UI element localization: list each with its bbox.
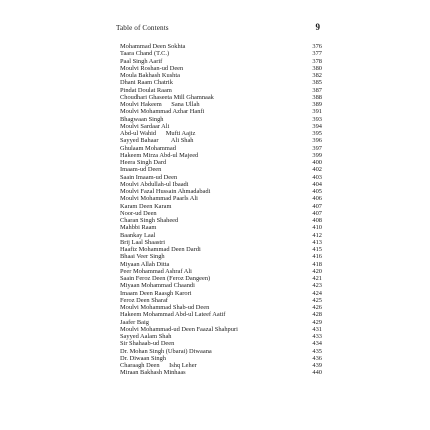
toc-entry	[120, 304, 322, 311]
toc-entry	[120, 224, 322, 231]
toc-entry	[120, 130, 322, 137]
toc-entry-page: 410	[312, 224, 322, 232]
toc-entry	[120, 275, 322, 282]
toc-entry-page: 380	[312, 64, 322, 72]
toc-entry-page: 435	[312, 347, 322, 355]
toc-entry	[120, 340, 322, 347]
table-of-contents-list	[120, 43, 322, 377]
toc-entry-name: Brij Laal Shaastri	[120, 238, 166, 246]
toc-entry-page: 396	[312, 137, 322, 145]
toc-entry-page: 394	[312, 122, 322, 130]
toc-entry-name: Moulvi Sardaar Ali	[120, 122, 170, 130]
toc-entry	[120, 282, 322, 289]
toc-entry-name: Hakeem Mohammad Abd-ul Lateef Aatif	[120, 311, 226, 319]
toc-entry	[120, 159, 322, 166]
toc-entry-page: 395	[312, 130, 322, 137]
toc-entry-name: Moulvi Mohammad Shab-ud Deen	[120, 304, 210, 311]
toc-entry-page: 400	[312, 159, 322, 166]
toc-entry-page: 434	[312, 340, 322, 348]
toc-entry	[120, 116, 322, 123]
toc-entry	[120, 261, 322, 268]
toc-entry-name: Charan Singh Shaheed	[120, 217, 179, 224]
toc-entry	[120, 333, 322, 340]
toc-entry	[120, 290, 322, 297]
toc-entry-page: 378	[312, 57, 322, 65]
toc-entry-name: Peer Mohammad Ashraf Ali	[120, 267, 192, 275]
toc-entry	[120, 369, 322, 376]
toc-entry-page: 399	[312, 151, 322, 159]
toc-entry-name: Miyaan Mohammad Chaandi	[120, 282, 195, 290]
toc-entry-name: Imaam Deen Raasgh Karori	[120, 289, 192, 297]
toc-entry-name: Moulvi Abdullah-ul Ibaadi	[120, 180, 189, 188]
toc-entry-name: Jaafer Baig	[120, 318, 149, 326]
toc-entry-page: 382	[312, 72, 322, 79]
toc-entry-page: 407	[312, 209, 322, 217]
toc-entry-name: Bhagwaan Singh	[120, 115, 164, 123]
toc-entry-page: 408	[312, 217, 322, 224]
toc-entry-page: 402	[312, 166, 322, 174]
toc-entry-name: Ghulaam Mohammad	[120, 144, 176, 152]
toc-entry-name: Noor-ud Deen	[120, 209, 157, 217]
toc-entry-name: Sayyed Aalam Shah	[120, 333, 172, 340]
page-header	[116, 24, 320, 38]
toc-entry-page: 407	[312, 202, 322, 210]
toc-entry-name: Haafiz Mohammad Deen Dardi	[120, 246, 201, 253]
toc-entry	[120, 253, 322, 260]
toc-entry	[120, 217, 322, 224]
toc-entry-name: Taara Chand (T.C.)	[120, 50, 170, 58]
toc-entry-name: Mohammad Deen Sokhta	[120, 43, 186, 50]
toc-entry-page: 420	[312, 267, 322, 275]
toc-entry-page: 423	[312, 282, 322, 290]
toc-entry	[120, 50, 322, 57]
toc-entry-page: 389	[312, 101, 322, 108]
toc-entry-name: Sayyed Bahaar Ali Shah	[120, 137, 194, 145]
toc-entry-name: Saain Imaam-ud Deen	[120, 173, 178, 181]
toc-entry	[120, 232, 322, 239]
toc-entry-name: Saain Feroz Deen (Feroz Dangeen)	[120, 275, 211, 282]
toc-entry-name: Baankay Laal	[120, 231, 156, 239]
toc-entry	[120, 152, 322, 159]
toc-entry	[120, 195, 322, 202]
toc-entry-page: 418	[312, 260, 322, 268]
toc-entry-page: 439	[312, 362, 322, 369]
toc-entry-page: 377	[312, 50, 322, 58]
toc-entry	[120, 174, 322, 181]
toc-entry	[120, 137, 322, 144]
toc-entry	[120, 348, 322, 355]
toc-entry	[120, 268, 322, 275]
toc-entry-name: Moulvi Fazal Hussain Ahmadabadi	[120, 188, 211, 195]
toc-entry-name: Paal Singh Aarif	[120, 57, 163, 65]
toc-entry-page: 406	[312, 195, 322, 203]
toc-entry	[120, 355, 322, 362]
toc-entry-page: 416	[312, 253, 322, 261]
toc-entry	[120, 326, 322, 333]
toc-entry-page: 424	[312, 289, 322, 297]
toc-entry-name: Sir Shahaab-ud Deen	[120, 340, 175, 348]
toc-entry-name: Moulvi Mohammad Azhar Hanfi	[120, 108, 205, 116]
toc-entry	[120, 65, 322, 72]
toc-entry	[120, 87, 322, 94]
toc-entry-name: Dr. Diwaan Singh	[120, 354, 166, 362]
running-head-title: Table of Contents	[116, 24, 169, 32]
toc-entry-page: 403	[312, 173, 322, 181]
toc-entry-name: Moula Bakhash Kushta	[120, 72, 180, 79]
toc-entry	[120, 246, 322, 253]
toc-entry	[120, 101, 322, 108]
toc-entry-name: Moulvi Roshan-ud Deen	[120, 64, 184, 72]
toc-entry	[120, 145, 322, 152]
toc-entry-page: 397	[312, 144, 322, 152]
toc-entry-page: 388	[312, 93, 322, 101]
toc-entry-name: Miyaan Allah Ditta	[120, 260, 170, 268]
toc-entry-name: Moulvi Mohammad-ud Deen Faazal Shahpuri	[120, 325, 238, 333]
toc-entry-name: Mahbbi Raam	[120, 224, 157, 232]
toc-entry	[120, 319, 322, 326]
toc-entry	[120, 166, 322, 173]
toc-entry-page: 415	[312, 246, 322, 253]
toc-entry	[120, 188, 322, 195]
toc-entry-name: Karam Deen Karam	[120, 202, 172, 210]
toc-entry-name: Feroz Deen Sharaf	[120, 296, 168, 304]
toc-entry-page: 413	[312, 238, 322, 246]
toc-entry	[120, 311, 322, 318]
toc-entry-name: Charaagh Deen Ishq Leher	[120, 362, 197, 369]
toc-entry-page: 421	[312, 275, 322, 282]
toc-entry-name: Hakeem Mirza Abd-ul Majeed	[120, 151, 199, 159]
toc-entry-page: 428	[312, 311, 322, 319]
toc-entry-page: 425	[312, 296, 322, 304]
toc-entry-page: 436	[312, 354, 322, 362]
toc-entry-name: Dr. Mohan Singh (Ubarai) Diwaana	[120, 347, 212, 355]
toc-entry-page: 431	[312, 325, 322, 333]
toc-entry	[120, 72, 322, 79]
toc-entry-name: Dhani Raam Chatrik	[120, 79, 173, 87]
toc-entry-name: Heera Singh Dard	[120, 159, 167, 166]
toc-entry-name: Choudhari Ghaseeta Mill Ghamnaak	[120, 93, 214, 101]
toc-entry	[120, 108, 322, 115]
toc-entry-name: Miraan Bakhash Minhaas	[120, 369, 186, 377]
toc-entry-page: 412	[312, 231, 322, 239]
toc-entry-page: 405	[312, 188, 322, 195]
toc-entry	[120, 94, 322, 101]
toc-entry	[120, 58, 322, 65]
toc-entry	[120, 43, 322, 50]
toc-entry-page: 393	[312, 115, 322, 123]
toc-entry	[120, 203, 322, 210]
toc-entry-name: Moulvi Mohammad Paarls Ali	[120, 195, 198, 203]
toc-entry-name: Bhaai Veer Singh	[120, 253, 165, 261]
toc-entry-page: 391	[312, 108, 322, 116]
toc-entry-name: Imaam-ud Deen	[120, 166, 162, 174]
toc-entry-page: 440	[312, 369, 322, 377]
toc-entry-page: 426	[312, 304, 322, 311]
toc-entry	[120, 362, 322, 369]
toc-entry-name: Pindat Doulat Raam	[120, 86, 172, 94]
toc-entry	[120, 181, 322, 188]
toc-entry	[120, 79, 322, 86]
toc-entry-page: 387	[312, 86, 322, 94]
toc-entry	[120, 210, 322, 217]
toc-entry-name: Abd-ul Wahid Mufti Aajiz	[120, 130, 196, 137]
toc-entry-page: 404	[312, 180, 322, 188]
toc-entry	[120, 239, 322, 246]
toc-entry-page: 385	[312, 79, 322, 87]
toc-entry-page: 376	[312, 43, 322, 50]
toc-entry	[120, 123, 322, 130]
toc-entry-page: 433	[312, 333, 322, 340]
toc-entry-page: 429	[312, 318, 322, 326]
page-number: 9	[315, 22, 320, 32]
toc-entry	[120, 297, 322, 304]
toc-entry-name: Moulvi Hakeem Sana Ullah	[120, 101, 200, 108]
